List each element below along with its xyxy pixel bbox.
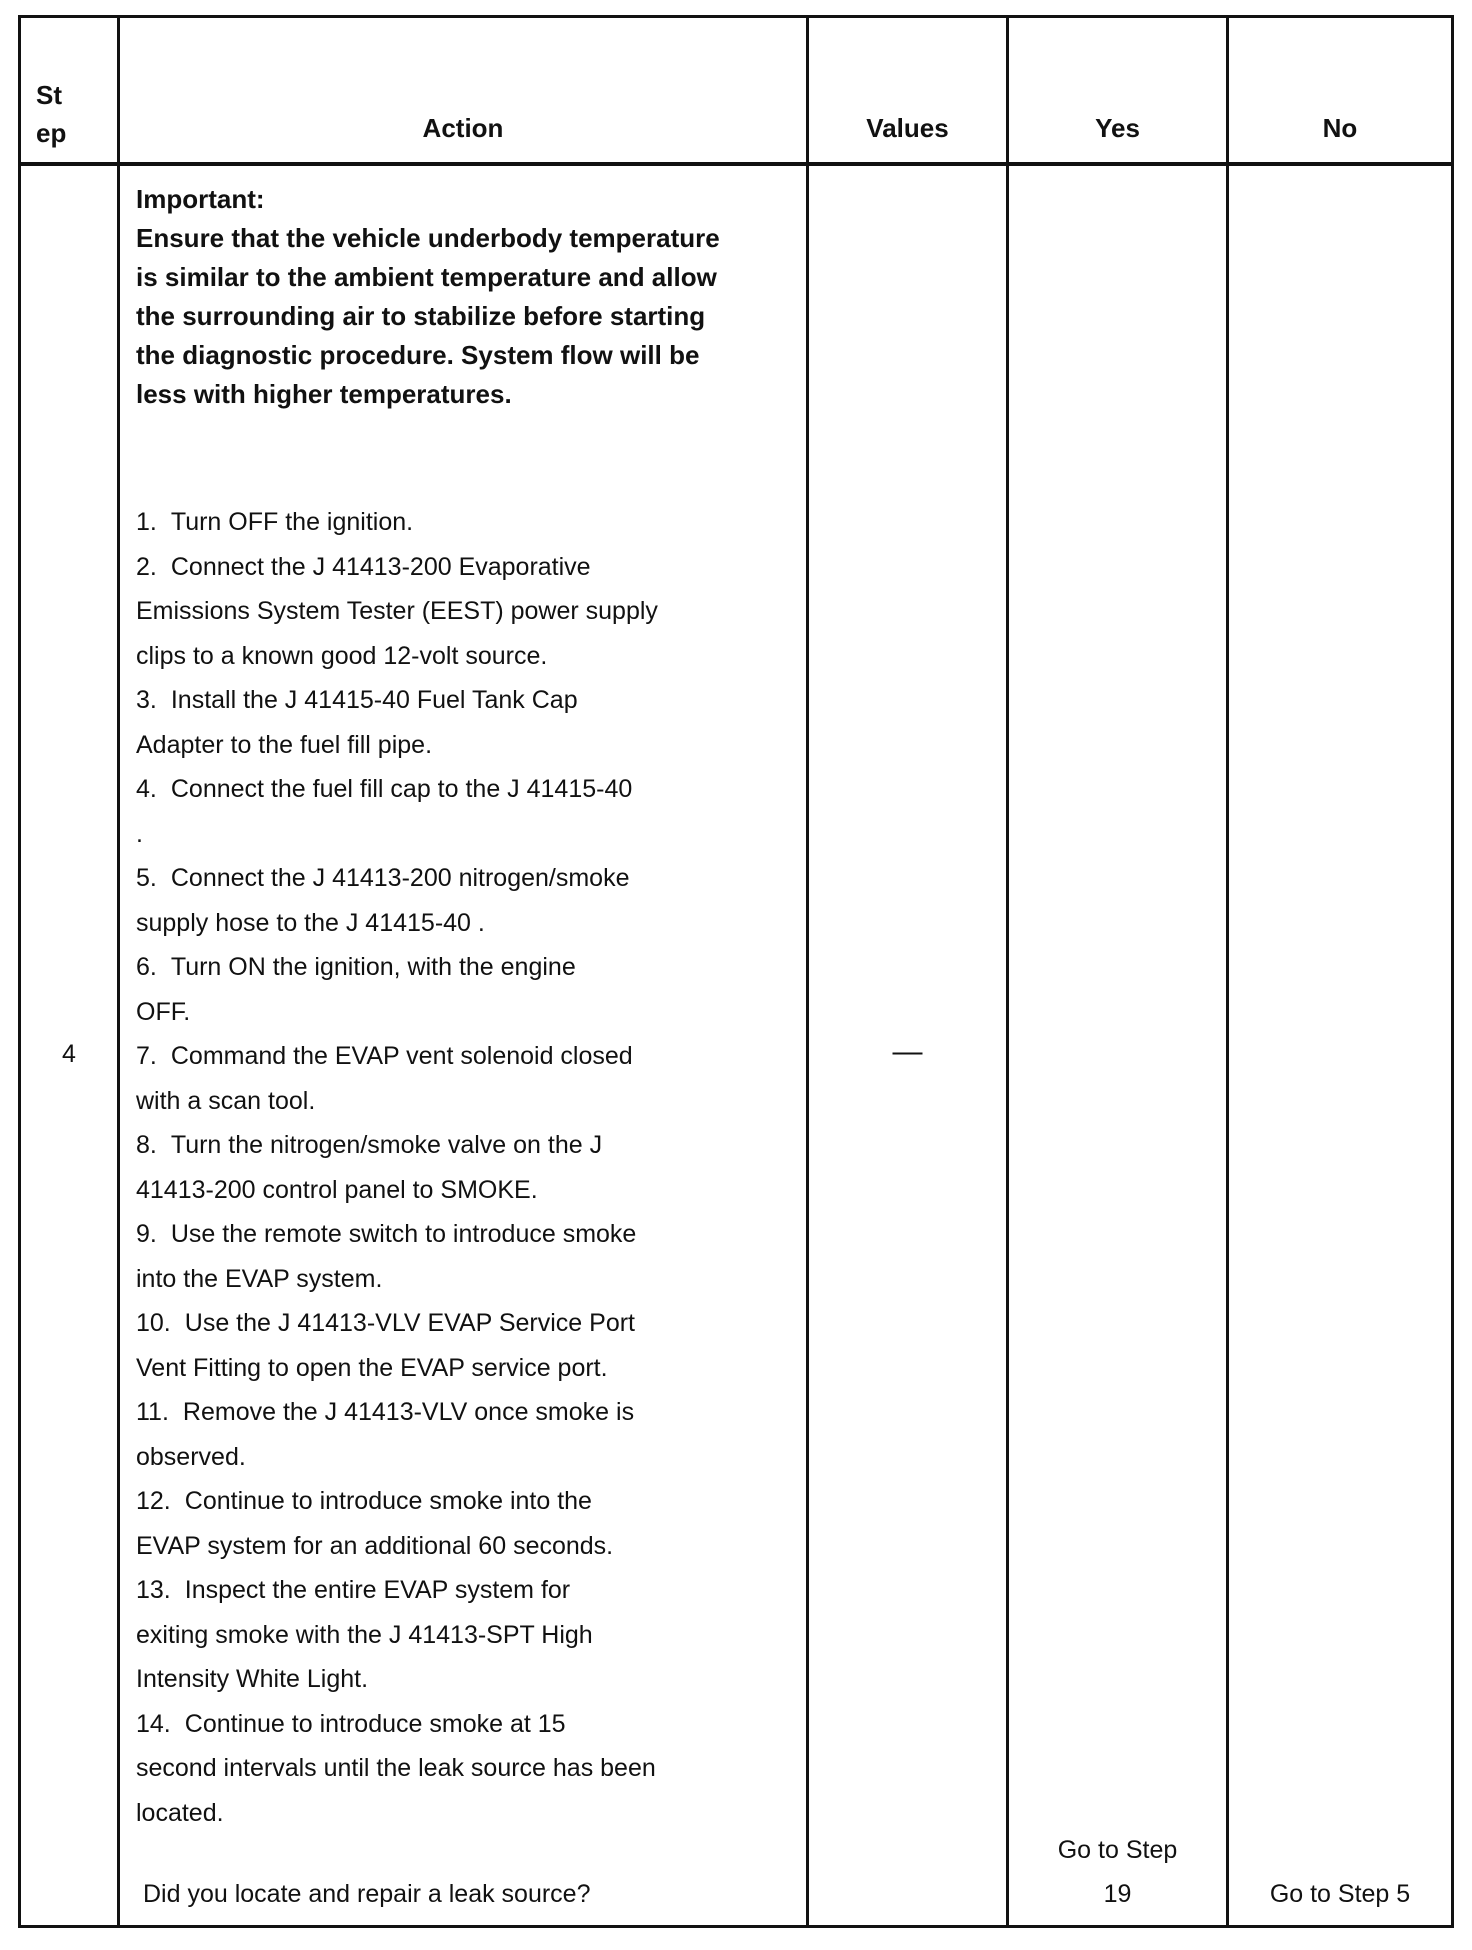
important-note bbox=[136, 180, 776, 414]
procedure-line: 41413-200 control panel to SMOKE. bbox=[136, 1175, 538, 1204]
procedure-line: 1. Turn OFF the ignition. bbox=[136, 508, 414, 536]
procedure-line: 6. Turn ON the ignition, with the engine bbox=[136, 953, 576, 981]
header-no: No bbox=[1322, 113, 1358, 143]
procedure-line: 2. Connect the J 41413-200 Evaporative bbox=[136, 552, 591, 581]
procedure-line: located. bbox=[136, 1798, 224, 1827]
important-label: Important: bbox=[136, 184, 265, 214]
procedure-line: 3. Install the J 41415-40 Fuel Tank Cap bbox=[136, 686, 578, 714]
procedure-line: with a scan tool. bbox=[136, 1086, 316, 1115]
table-border-right bbox=[1451, 15, 1454, 1928]
column-divider-action bbox=[806, 15, 809, 1928]
header-action: Action bbox=[422, 113, 504, 143]
procedure-line: second intervals until the leak source has been bbox=[136, 1754, 656, 1782]
procedure-line: . bbox=[136, 819, 143, 848]
column-divider-step bbox=[117, 15, 120, 1928]
yes-result bbox=[1009, 1828, 1226, 1916]
header-divider bbox=[18, 162, 1454, 166]
procedure-line: 4. Connect the fuel fill cap to the J 41415-40 bbox=[136, 775, 633, 803]
header-step bbox=[36, 76, 66, 152]
procedure-line: Adapter to the fuel fill pipe. bbox=[136, 730, 433, 759]
yes-result-line2: 19 bbox=[1103, 1880, 1132, 1908]
procedure-line: 11. Remove the J 41413-VLV once smoke is bbox=[136, 1398, 635, 1426]
important-line: the diagnostic procedure. System flow will be bbox=[136, 340, 700, 370]
table-border-top bbox=[18, 15, 1454, 18]
column-divider-yes bbox=[1226, 15, 1229, 1928]
procedure-line: EVAP system for an additional 60 seconds. bbox=[136, 1531, 614, 1560]
header-values: Values bbox=[866, 113, 949, 143]
procedure-line: Emissions System Tester (EEST) power supply bbox=[136, 597, 658, 625]
procedure-line: Vent Fitting to open the EVAP service port. bbox=[136, 1353, 608, 1382]
yes-result-line1: Go to Step bbox=[1057, 1836, 1178, 1864]
procedure-line: 12. Continue to introduce smoke into the bbox=[136, 1487, 592, 1515]
step-number: 4 bbox=[62, 1040, 76, 1068]
header-yes: Yes bbox=[1095, 113, 1140, 143]
procedure-line: OFF. bbox=[136, 997, 191, 1026]
procedure-line: Intensity White Light. bbox=[136, 1665, 369, 1693]
procedure-line: 7. Command the EVAP vent solenoid closed bbox=[136, 1042, 633, 1070]
procedure-line: into the EVAP system. bbox=[136, 1264, 383, 1293]
values-dash: — bbox=[892, 1035, 923, 1068]
no-result: Go to Step 5 bbox=[1269, 1880, 1411, 1908]
table-border-bottom bbox=[18, 1925, 1454, 1928]
procedure-line: supply hose to the J 41415-40 . bbox=[136, 908, 485, 937]
important-line: the surrounding air to stabilize before starting bbox=[136, 301, 706, 331]
procedure-line: exiting smoke with the J 41413-SPT High bbox=[136, 1620, 593, 1649]
important-line: Ensure that the vehicle underbody temperature bbox=[136, 223, 720, 253]
procedure-line: 9. Use the remote switch to introduce smoke bbox=[136, 1220, 637, 1248]
header-step-line2: ep bbox=[36, 118, 67, 148]
procedure-steps bbox=[136, 500, 776, 1835]
important-line: is similar to the ambient temperature and allow bbox=[136, 262, 717, 292]
procedure-line: 10. Use the J 41413-VLV EVAP Service Port bbox=[136, 1309, 635, 1337]
procedure-line: observed. bbox=[136, 1442, 246, 1471]
procedure-line: 5. Connect the J 41413-200 nitrogen/smoke bbox=[136, 864, 630, 892]
procedure-line: 14. Continue to introduce smoke at 15 bbox=[136, 1709, 566, 1738]
procedure-line: 8. Turn the nitrogen/smoke valve on the J bbox=[136, 1131, 603, 1159]
procedure-line: clips to a known good 12-volt source. bbox=[136, 641, 548, 670]
important-line: less with higher temperatures. bbox=[136, 379, 512, 409]
column-divider-values bbox=[1006, 15, 1009, 1928]
question-text: Did you locate and repair a leak source? bbox=[143, 1880, 591, 1908]
table-border-left bbox=[18, 15, 21, 1928]
header-step-line1: St bbox=[36, 80, 62, 110]
procedure-line: 13. Inspect the entire EVAP system for bbox=[136, 1576, 571, 1604]
